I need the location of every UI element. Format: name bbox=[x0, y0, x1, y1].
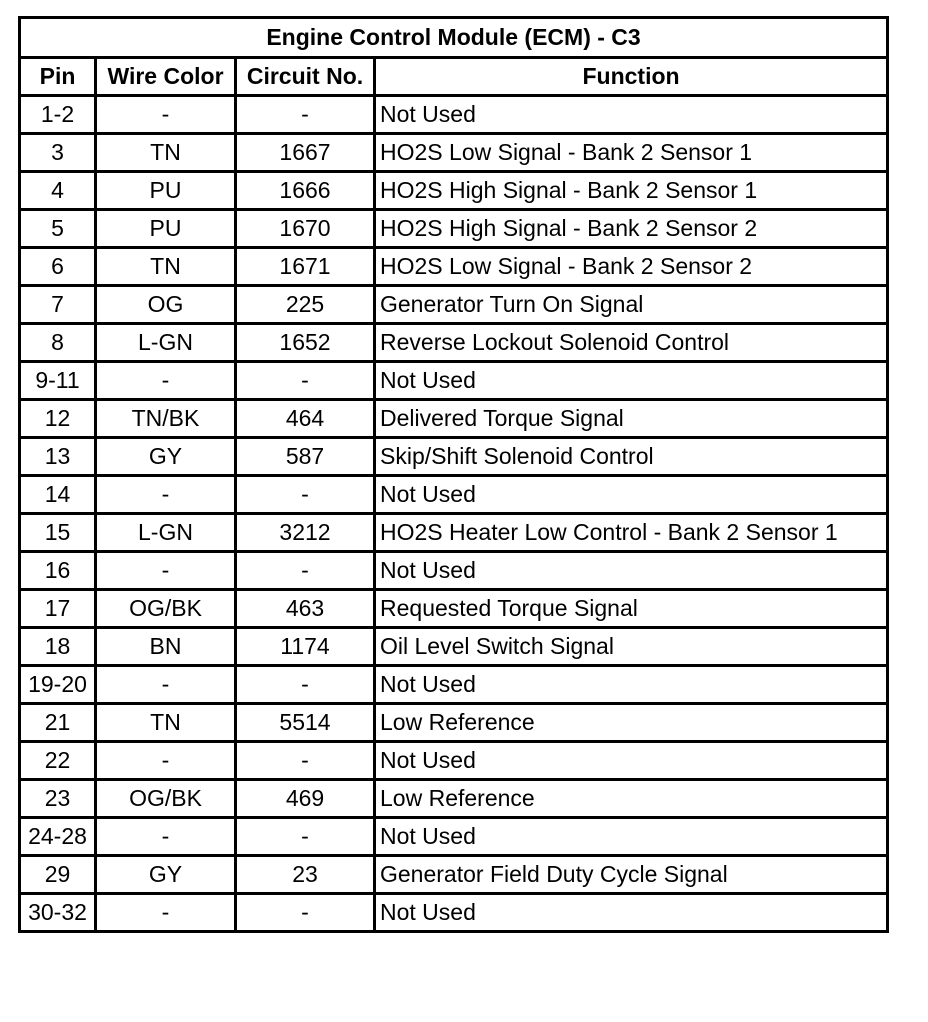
circuit-number-cell: 1671 bbox=[236, 248, 375, 286]
wire-color-cell: OG bbox=[96, 286, 236, 324]
circuit-number-cell: - bbox=[236, 666, 375, 704]
function-cell: Reverse Lockout Solenoid Control bbox=[375, 324, 888, 362]
wire-color-cell: GY bbox=[96, 438, 236, 476]
table-row bbox=[20, 666, 888, 704]
circuit-number-cell: 1652 bbox=[236, 324, 375, 362]
function-cell: Low Reference bbox=[375, 780, 888, 818]
header-row bbox=[20, 58, 888, 96]
wire-color-cell: TN bbox=[96, 134, 236, 172]
circuit-number-cell: 225 bbox=[236, 286, 375, 324]
function-cell: Requested Torque Signal bbox=[375, 590, 888, 628]
header-circuit-number: Circuit No. bbox=[236, 58, 375, 96]
pin-cell: 15 bbox=[20, 514, 96, 552]
pin-cell: 1-2 bbox=[20, 96, 96, 134]
pin-cell: 22 bbox=[20, 742, 96, 780]
wire-color-cell: - bbox=[96, 96, 236, 134]
circuit-number-cell: 1666 bbox=[236, 172, 375, 210]
circuit-number-cell: 463 bbox=[236, 590, 375, 628]
circuit-number-cell: 1174 bbox=[236, 628, 375, 666]
function-cell: HO2S Low Signal - Bank 2 Sensor 1 bbox=[375, 134, 888, 172]
wire-color-cell: TN bbox=[96, 704, 236, 742]
pin-cell: 14 bbox=[20, 476, 96, 514]
table-row bbox=[20, 552, 888, 590]
pin-cell: 4 bbox=[20, 172, 96, 210]
table-row bbox=[20, 514, 888, 552]
table-title: Engine Control Module (ECM) - C3 bbox=[20, 18, 888, 58]
circuit-number-cell: - bbox=[236, 894, 375, 932]
function-cell: Not Used bbox=[375, 96, 888, 134]
wire-color-cell: BN bbox=[96, 628, 236, 666]
function-cell: Not Used bbox=[375, 742, 888, 780]
function-cell: Oil Level Switch Signal bbox=[375, 628, 888, 666]
table-row bbox=[20, 856, 888, 894]
table-row bbox=[20, 286, 888, 324]
header-pin: Pin bbox=[20, 58, 96, 96]
pin-cell: 7 bbox=[20, 286, 96, 324]
table-row bbox=[20, 210, 888, 248]
wire-color-cell: TN/BK bbox=[96, 400, 236, 438]
circuit-number-cell: 464 bbox=[236, 400, 375, 438]
table-row bbox=[20, 476, 888, 514]
table-row bbox=[20, 704, 888, 742]
pin-cell: 30-32 bbox=[20, 894, 96, 932]
wire-color-cell: - bbox=[96, 362, 236, 400]
function-cell: Not Used bbox=[375, 666, 888, 704]
table-row bbox=[20, 590, 888, 628]
table-row bbox=[20, 894, 888, 932]
table-row bbox=[20, 438, 888, 476]
wire-color-cell: L-GN bbox=[96, 324, 236, 362]
pin-cell: 13 bbox=[20, 438, 96, 476]
wire-color-cell: L-GN bbox=[96, 514, 236, 552]
wire-color-cell: OG/BK bbox=[96, 780, 236, 818]
function-cell: HO2S High Signal - Bank 2 Sensor 1 bbox=[375, 172, 888, 210]
pin-cell: 6 bbox=[20, 248, 96, 286]
function-cell: Not Used bbox=[375, 362, 888, 400]
function-cell: HO2S Heater Low Control - Bank 2 Sensor 1 bbox=[375, 514, 888, 552]
table-row bbox=[20, 324, 888, 362]
table-body bbox=[20, 96, 888, 932]
wire-color-cell: GY bbox=[96, 856, 236, 894]
table-row bbox=[20, 362, 888, 400]
header-wire-color: Wire Color bbox=[96, 58, 236, 96]
circuit-number-cell: 5514 bbox=[236, 704, 375, 742]
pin-cell: 9-11 bbox=[20, 362, 96, 400]
header-function: Function bbox=[375, 58, 888, 96]
function-cell: Not Used bbox=[375, 894, 888, 932]
table-row bbox=[20, 172, 888, 210]
function-cell: Not Used bbox=[375, 552, 888, 590]
wire-color-cell: PU bbox=[96, 210, 236, 248]
wire-color-cell: - bbox=[96, 476, 236, 514]
circuit-number-cell: - bbox=[236, 362, 375, 400]
function-cell: Skip/Shift Solenoid Control bbox=[375, 438, 888, 476]
pin-cell: 23 bbox=[20, 780, 96, 818]
wire-color-cell: TN bbox=[96, 248, 236, 286]
pin-cell: 29 bbox=[20, 856, 96, 894]
function-cell: Generator Field Duty Cycle Signal bbox=[375, 856, 888, 894]
pin-cell: 12 bbox=[20, 400, 96, 438]
wire-color-cell: PU bbox=[96, 172, 236, 210]
pin-cell: 3 bbox=[20, 134, 96, 172]
function-cell: Delivered Torque Signal bbox=[375, 400, 888, 438]
circuit-number-cell: - bbox=[236, 742, 375, 780]
pin-cell: 8 bbox=[20, 324, 96, 362]
function-cell: Not Used bbox=[375, 476, 888, 514]
function-cell: Low Reference bbox=[375, 704, 888, 742]
circuit-number-cell: - bbox=[236, 476, 375, 514]
wire-color-cell: - bbox=[96, 666, 236, 704]
circuit-number-cell: - bbox=[236, 96, 375, 134]
circuit-number-cell: 587 bbox=[236, 438, 375, 476]
circuit-number-cell: 469 bbox=[236, 780, 375, 818]
table-row bbox=[20, 248, 888, 286]
circuit-number-cell: - bbox=[236, 552, 375, 590]
pin-cell: 17 bbox=[20, 590, 96, 628]
pin-cell: 16 bbox=[20, 552, 96, 590]
pin-cell: 24-28 bbox=[20, 818, 96, 856]
table-row bbox=[20, 134, 888, 172]
function-cell: HO2S Low Signal - Bank 2 Sensor 2 bbox=[375, 248, 888, 286]
wire-color-cell: - bbox=[96, 742, 236, 780]
wire-color-cell: - bbox=[96, 552, 236, 590]
table-row bbox=[20, 818, 888, 856]
wire-color-cell: OG/BK bbox=[96, 590, 236, 628]
wire-color-cell: - bbox=[96, 818, 236, 856]
table-row bbox=[20, 400, 888, 438]
pin-cell: 5 bbox=[20, 210, 96, 248]
pin-cell: 19-20 bbox=[20, 666, 96, 704]
function-cell: Generator Turn On Signal bbox=[375, 286, 888, 324]
pin-cell: 18 bbox=[20, 628, 96, 666]
title-row bbox=[20, 18, 888, 58]
table-row bbox=[20, 742, 888, 780]
wire-color-cell: - bbox=[96, 894, 236, 932]
table-row bbox=[20, 628, 888, 666]
function-cell: Not Used bbox=[375, 818, 888, 856]
pin-cell: 21 bbox=[20, 704, 96, 742]
table-row bbox=[20, 96, 888, 134]
circuit-number-cell: 1670 bbox=[236, 210, 375, 248]
circuit-number-cell: 23 bbox=[236, 856, 375, 894]
circuit-number-cell: 3212 bbox=[236, 514, 375, 552]
function-cell: HO2S High Signal - Bank 2 Sensor 2 bbox=[375, 210, 888, 248]
circuit-number-cell: - bbox=[236, 818, 375, 856]
table-row bbox=[20, 780, 888, 818]
circuit-number-cell: 1667 bbox=[236, 134, 375, 172]
connector-pinout-table bbox=[18, 16, 889, 933]
